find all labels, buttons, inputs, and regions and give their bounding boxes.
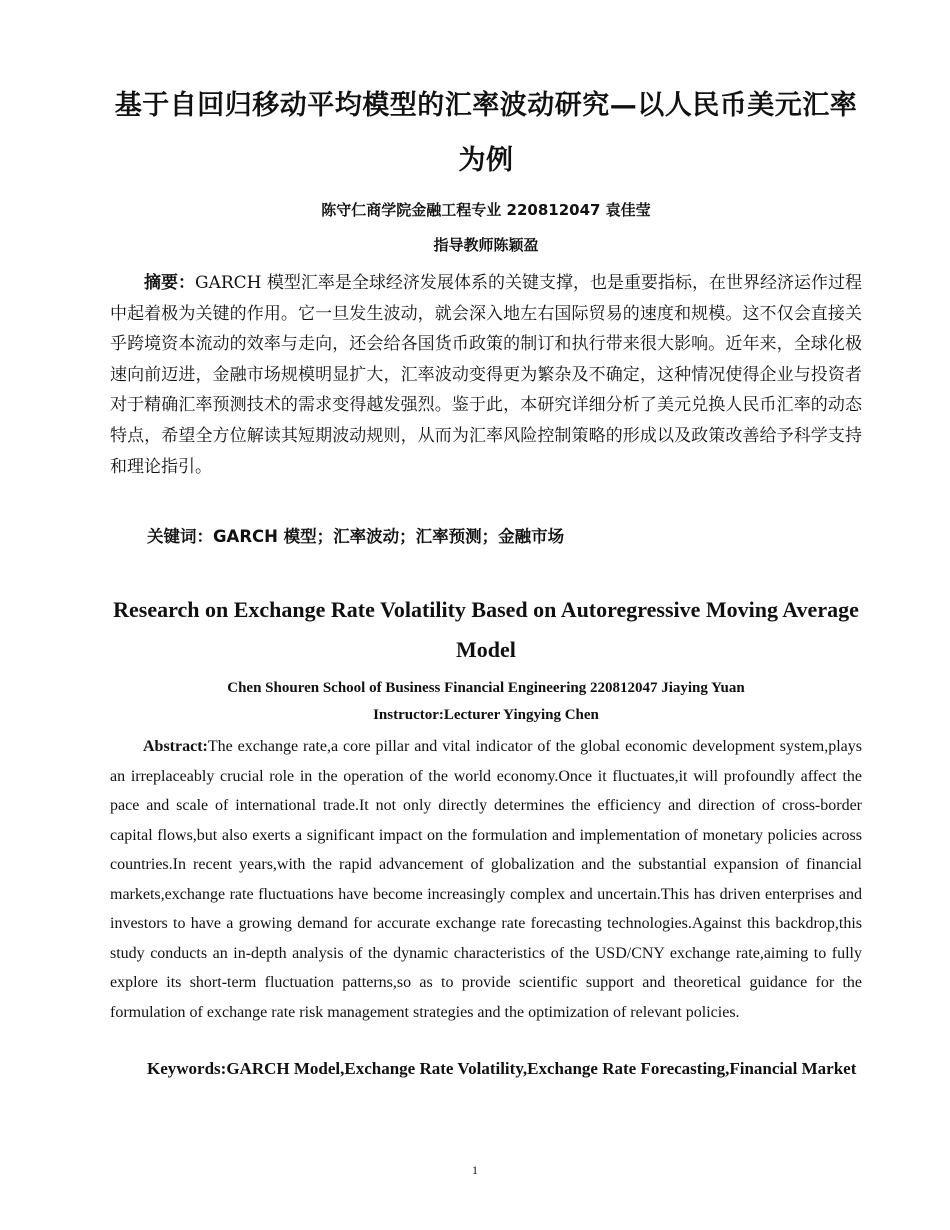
chinese-keywords: 关键词：GARCH 模型；汇率波动；汇率预测；金融市场 — [147, 527, 565, 546]
english-keywords: Keywords:GARCH Model,Exchange Rate Volatility,Exchange Rate Forecasting,Financial Market — [147, 1059, 857, 1078]
chinese-abstract — [110, 268, 862, 482]
page-number: 1 — [472, 1163, 478, 1177]
chinese-advisor-line: 指导教师陈颖盈 — [433, 236, 539, 254]
english-abstract-text: The exchange rate,a core pillar and vital indicator of the global economic development system,plays an irreplaceably crucial role in the operation of the world economy.Once it fluctuates,it will profoundly affect the pace and scale of international trade.It not only directly determines the efficiency and direction of cross-border capital flows,but also exerts a significant impact on the formulation and implementation of monetary policies across countries.In recent years,with the rapid advancement of globalization and the substantial expansion of financial markets,exchange rate fluctuations have become increasingly complex and uncertain.This has driven enterprises and investors to have a growing demand for accurate exchange rate forecasting technologies.Against this backdrop,this study conducts an in-depth analysis of the dynamic characteristics of the USD/CNY exchange rate,aiming to fully explore its short-term fluctuation patterns,so as to provide scientific support and theoretical guidance for the formulation of exchange rate risk management strategies and the optimization of relevant policies. — [110, 738, 862, 1021]
chinese-title: 基于自回归移动平均模型的汇率波动研究—以人民币美元汇率为例 — [114, 90, 858, 176]
chinese-abstract-text: GARCH 模型汇率是全球经济发展体系的关键支撑，也是重要指标，在世界经济运作过程中起着极为关键的作用。它一旦发生波动，就会深入地左右国际贸易的速度和规模。这不仅会直接关乎跨境资本流动的效率与走向，还会给各国货币政策的制订和执行带来很大影响。近年来，全球化极速向前迈进，金融市场规模明显扩大，汇率波动变得更为繁杂及不确定，这种情况使得企业与投资者对于精确汇率预测技术的需求变得越发强烈。鉴于此，本研究详细分析了美元兑换人民币汇率的动态特点，希望全方位解读其短期波动规则，从而为汇率风险控制策略的形成以及政策改善给予科学支持和理论指引。 — [110, 273, 862, 477]
english-advisor-line: Instructor:Lecturer Yingying Chen — [373, 707, 599, 723]
chinese-author-line: 陈守仁商学院金融工程专业 220812047 袁佳莹 — [321, 201, 651, 219]
chinese-abstract-label: 摘要： — [144, 273, 196, 293]
english-title: Research on Exchange Rate Volatility Based on Autoregressive Moving Average Model — [113, 597, 859, 662]
english-author-line: Chen Shouren School of Business Financial Engineering 220812047 Jiaying Yuan — [227, 680, 745, 696]
english-abstract-label: Abstract: — [143, 738, 208, 755]
english-abstract — [110, 732, 862, 1027]
